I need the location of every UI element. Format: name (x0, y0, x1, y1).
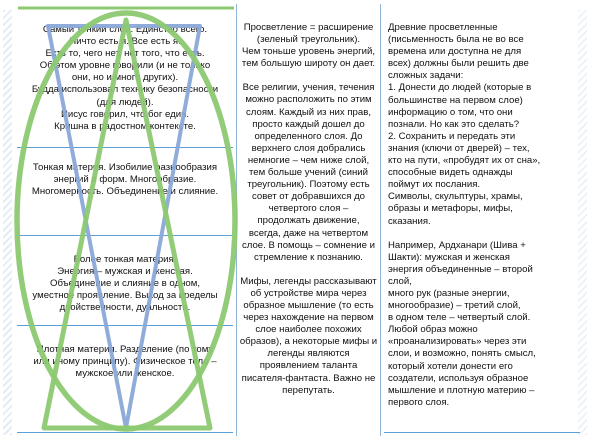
ancient-text (388, 22, 582, 409)
level-cell-3 (17, 235, 233, 325)
text-line: большинстве на первом слое) (388, 94, 523, 106)
text-line: можно расположить по этим (245, 94, 372, 106)
text-line: (зеленый треугольник). (256, 34, 361, 46)
text-line: Будда использовал технику безопасности (31, 84, 219, 96)
text-line: перепутать. (282, 384, 335, 396)
text-line: образов), а некоторые мифы и (239, 336, 378, 348)
text-line: немногие – чем ниже слой, (247, 154, 370, 166)
text-line: знания (ключи от дверей) – тех, (388, 142, 530, 154)
text-line: тем большую широту он дает. (241, 58, 376, 70)
text-line: много рук (разные энергии, (388, 287, 510, 299)
text-line: всегда, даже на четвертом (248, 227, 369, 239)
text-line: Мифы, легенды рассказывают (240, 275, 377, 287)
text-line: Все религии, учения, течения (242, 82, 375, 94)
paragraph-gap (388, 228, 582, 240)
text-line: уместное проявление. Выход за пределы (32, 290, 218, 302)
text-line: способные видеть однажды (388, 167, 513, 179)
explanation-column (236, 4, 381, 436)
paragraph (388, 22, 582, 228)
text-line: энергий и форм. Многообразие. (53, 174, 197, 186)
text-line: информацию о том, что они (388, 106, 513, 118)
column3-bottom-rule (384, 432, 580, 433)
text-line: стремление к познанию. (254, 251, 363, 263)
text-line: Иисус говорил, что бог един. (60, 108, 190, 120)
text-line: четвертого слоя – (268, 203, 349, 215)
text-line: Кришна в радостном контексте. (54, 120, 196, 132)
level-cell-1 (17, 24, 233, 133)
text-line: Например, Ардханари (Шива + (388, 239, 526, 251)
level-cell-2 (17, 147, 233, 235)
text-line: просто каждый дошел до (252, 118, 365, 130)
paragraph (239, 82, 378, 263)
text-line: Более тонкая материя. (73, 254, 177, 265)
text-line: времена или доступна не для (388, 46, 522, 58)
text-line: Шакти): мужская и женская (388, 251, 510, 263)
left-margin-hatch (3, 10, 12, 435)
text-line: создатели, используя образное (388, 372, 529, 384)
table-bottom-rule (17, 432, 233, 433)
text-line: 2. Сохранить и передать эти (388, 130, 516, 142)
text-line: который хотели донести его (388, 360, 513, 372)
text-line: мышление и плотную материю – (388, 384, 535, 396)
text-line: Плотная материя. Разделение (по тому (36, 344, 214, 355)
text-line: Есть то, чего нет, нет того, что есть. (45, 48, 205, 60)
text-line: 1. Донести до людей (которые в (388, 82, 532, 94)
text-line: «проанализировать» через эти (388, 336, 527, 348)
text-line: писателя-фантаста. Важно не (241, 372, 376, 384)
text-line: Древние просветленные (388, 22, 498, 33)
text-line: Символы, скульптуры, храмы, (388, 191, 523, 203)
text-line: многообразие) – третий слой, (388, 300, 521, 312)
ancient-column (384, 4, 584, 436)
text-line: поймут их послания. (388, 179, 481, 191)
text-line: Объединение и слияние в одном, (49, 278, 201, 290)
text-line: Самый тонкий слой. Единство всего. (42, 24, 208, 35)
text-line: Энергия – мужская и женская. (57, 266, 193, 278)
text-line: образы и метафоры, мифы, (388, 203, 513, 215)
text-line: в одном теле – четвертый слой. (388, 312, 531, 324)
text-line: тем больше учений (синий (249, 167, 368, 179)
text-line: сказания. (388, 215, 431, 227)
text-line: слоям. Каждый из них прав, (246, 106, 371, 118)
text-line: кто на пути, «пробудят их от сна», (388, 155, 541, 167)
levels-column (17, 4, 233, 436)
text-line: они, но и много других). (71, 72, 179, 84)
text-line: определенного слоя. До (254, 130, 363, 142)
text-line: совет от добравшихся до (251, 191, 366, 203)
text-line: Тонкая материя. Изобилие разнообразия (32, 162, 218, 173)
text-line: слои, и возможно, понять смысл, (388, 348, 536, 360)
text-line: верхнего слоя добрались (251, 142, 366, 154)
text-line: слое. В помощь – сомнение и (241, 239, 376, 251)
paragraph-gap (239, 264, 378, 276)
text-line: слое наиболее похожих (255, 324, 362, 336)
text-line: Чем тоньше уровень энергий, (241, 46, 375, 58)
text-line: Ничто есть я. Все есть я. (69, 36, 181, 48)
paragraph (239, 22, 378, 70)
paragraph-gap (239, 70, 378, 82)
text-line: образное мышление (то есть (243, 299, 374, 311)
text-line: сложных задачи: (388, 70, 464, 82)
text-line: Многомерность. Объединение и слияние. (31, 186, 219, 198)
text-line: познали. Но как это сделать? (388, 118, 520, 130)
text-line: продолжать движение, (257, 215, 360, 227)
text-line: (для людей). (96, 96, 154, 108)
text-line: об устройстве мира через (250, 287, 367, 299)
paragraph (388, 240, 582, 409)
text-line: или иному принципу). Физическое тело – (33, 356, 217, 368)
text-line: всех) должны были решить две (388, 58, 529, 70)
text-line: мужское или женское. (75, 368, 175, 380)
text-line: треугольник). Поэтому есть (247, 179, 370, 191)
text-line: двойственности, дуальности. (59, 302, 191, 314)
text-line: (письменность была не во все (388, 34, 524, 46)
explanation-text (239, 22, 378, 397)
text-line: легенды являются (267, 348, 350, 360)
text-line: Об этом уровне говорили (и не только (39, 60, 211, 72)
text-line: через нахождение на первом (243, 312, 374, 324)
text-line: энергия объединенные – второй (388, 263, 533, 275)
paragraph (239, 276, 378, 397)
text-line: Любой образ можно (388, 324, 478, 336)
text-line: Просветление = расширение (243, 22, 374, 33)
text-line: слой, (388, 275, 412, 287)
text-line: первого слоя. (388, 396, 450, 408)
level-cell-4 (17, 325, 233, 432)
text-line: проявлением таланта (259, 360, 358, 372)
